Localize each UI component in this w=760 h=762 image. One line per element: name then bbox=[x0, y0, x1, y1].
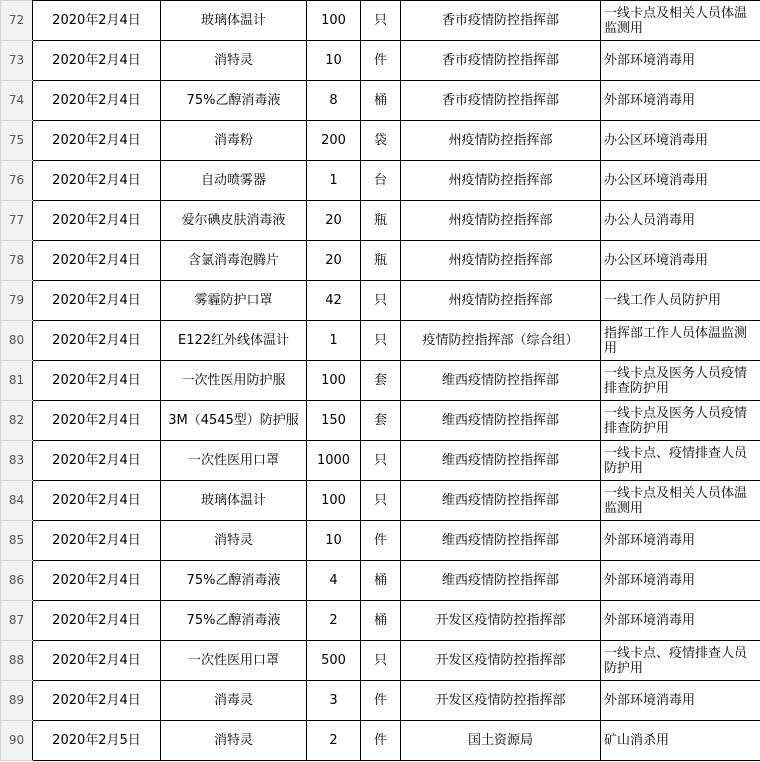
cell-quantity[interactable]: 1000 bbox=[307, 441, 361, 481]
row-number[interactable]: 78 bbox=[1, 241, 33, 281]
cell-usage[interactable]: 外部环境消毒用 bbox=[601, 681, 760, 721]
cell-recipient[interactable]: 州疫情防控指挥部 bbox=[401, 161, 601, 201]
cell-item[interactable]: 爱尔碘皮肤消毒液 bbox=[161, 201, 307, 241]
cell-quantity[interactable]: 10 bbox=[307, 521, 361, 561]
table-row bbox=[1, 81, 760, 121]
cell-date[interactable]: 2020年2月4日 bbox=[33, 641, 161, 681]
table-row bbox=[1, 681, 760, 721]
cell-unit[interactable]: 桶 bbox=[361, 601, 401, 641]
cell-unit[interactable]: 只 bbox=[361, 1, 401, 41]
cell-date[interactable]: 2020年2月4日 bbox=[33, 401, 161, 441]
cell-item[interactable]: 3M（4545型）防护服 bbox=[161, 401, 307, 441]
cell-unit[interactable]: 套 bbox=[361, 401, 401, 441]
row-number[interactable]: 77 bbox=[1, 201, 33, 241]
cell-recipient[interactable]: 州疫情防控指挥部 bbox=[401, 201, 601, 241]
cell-usage[interactable]: 一线卡点及医务人员疫情排查防护用 bbox=[601, 401, 760, 441]
cell-quantity[interactable]: 150 bbox=[307, 401, 361, 441]
row-number[interactable]: 86 bbox=[1, 561, 33, 601]
row-number[interactable]: 75 bbox=[1, 121, 33, 161]
cell-date[interactable]: 2020年2月4日 bbox=[33, 481, 161, 521]
table-row bbox=[1, 161, 760, 201]
cell-item[interactable]: 75%乙醇消毒液 bbox=[161, 81, 307, 121]
cell-usage[interactable]: 办公人员消毒用 bbox=[601, 201, 760, 241]
cell-unit[interactable]: 件 bbox=[361, 681, 401, 721]
cell-recipient[interactable]: 开发区疫情防控指挥部 bbox=[401, 681, 601, 721]
cell-quantity[interactable]: 4 bbox=[307, 561, 361, 601]
table-row bbox=[1, 361, 760, 401]
cell-recipient[interactable]: 维西疫情防控指挥部 bbox=[401, 441, 601, 481]
cell-date[interactable]: 2020年2月4日 bbox=[33, 561, 161, 601]
cell-unit[interactable]: 袋 bbox=[361, 121, 401, 161]
table-row bbox=[1, 401, 760, 441]
cell-recipient[interactable]: 维西疫情防控指挥部 bbox=[401, 521, 601, 561]
table-row bbox=[1, 121, 760, 161]
table-row bbox=[1, 521, 760, 561]
cell-item[interactable]: 一次性医用口罩 bbox=[161, 641, 307, 681]
table-body bbox=[1, 1, 760, 761]
table-row bbox=[1, 201, 760, 241]
cell-date[interactable]: 2020年2月4日 bbox=[33, 1, 161, 41]
cell-recipient[interactable]: 国土资源局 bbox=[401, 721, 601, 761]
cell-usage[interactable]: 一线卡点及相关人员体温监测用 bbox=[601, 1, 760, 41]
cell-unit[interactable]: 桶 bbox=[361, 81, 401, 121]
cell-usage[interactable]: 外部环境消毒用 bbox=[601, 521, 760, 561]
row-number[interactable]: 82 bbox=[1, 401, 33, 441]
row-number[interactable]: 80 bbox=[1, 321, 33, 361]
cell-unit[interactable]: 件 bbox=[361, 521, 401, 561]
row-number[interactable]: 72 bbox=[1, 1, 33, 41]
cell-recipient[interactable]: 州疫情防控指挥部 bbox=[401, 281, 601, 321]
cell-quantity[interactable]: 100 bbox=[307, 1, 361, 41]
cell-unit[interactable]: 桶 bbox=[361, 561, 401, 601]
cell-item[interactable]: 消特灵 bbox=[161, 521, 307, 561]
cell-recipient[interactable]: 香市疫情防控指挥部 bbox=[401, 41, 601, 81]
table-row bbox=[1, 481, 760, 521]
cell-recipient[interactable]: 维西疫情防控指挥部 bbox=[401, 361, 601, 401]
cell-usage[interactable]: 矿山消杀用 bbox=[601, 721, 760, 761]
table-row bbox=[1, 641, 760, 681]
cell-usage[interactable]: 外部环境消毒用 bbox=[601, 81, 760, 121]
cell-date[interactable]: 2020年2月4日 bbox=[33, 361, 161, 401]
cell-date[interactable]: 2020年2月4日 bbox=[33, 241, 161, 281]
cell-quantity[interactable]: 100 bbox=[307, 481, 361, 521]
cell-unit[interactable]: 瓶 bbox=[361, 241, 401, 281]
cell-usage[interactable]: 一线工作人员防护用 bbox=[601, 281, 760, 321]
cell-usage[interactable]: 办公区环境消毒用 bbox=[601, 241, 760, 281]
cell-quantity[interactable]: 3 bbox=[307, 681, 361, 721]
cell-item[interactable]: 消特灵 bbox=[161, 721, 307, 761]
cell-quantity[interactable]: 20 bbox=[307, 241, 361, 281]
table-row bbox=[1, 1, 760, 41]
cell-date[interactable]: 2020年2月4日 bbox=[33, 521, 161, 561]
cell-quantity[interactable]: 2 bbox=[307, 721, 361, 761]
row-number[interactable]: 83 bbox=[1, 441, 33, 481]
cell-quantity[interactable]: 2 bbox=[307, 601, 361, 641]
cell-usage[interactable]: 外部环境消毒用 bbox=[601, 561, 760, 601]
cell-quantity[interactable]: 20 bbox=[307, 201, 361, 241]
cell-unit[interactable]: 件 bbox=[361, 41, 401, 81]
cell-unit[interactable]: 只 bbox=[361, 481, 401, 521]
row-number[interactable]: 88 bbox=[1, 641, 33, 681]
cell-date[interactable]: 2020年2月4日 bbox=[33, 601, 161, 641]
cell-usage[interactable]: 办公区环境消毒用 bbox=[601, 161, 760, 201]
table-row bbox=[1, 601, 760, 641]
table-row bbox=[1, 561, 760, 601]
cell-item[interactable]: 消毒灵 bbox=[161, 681, 307, 721]
row-number[interactable]: 87 bbox=[1, 601, 33, 641]
table-row bbox=[1, 41, 760, 81]
cell-date[interactable]: 2020年2月4日 bbox=[33, 681, 161, 721]
cell-item[interactable]: 75%乙醇消毒液 bbox=[161, 601, 307, 641]
cell-recipient[interactable]: 开发区疫情防控指挥部 bbox=[401, 601, 601, 641]
cell-date[interactable]: 2020年2月4日 bbox=[33, 81, 161, 121]
cell-usage[interactable]: 办公区环境消毒用 bbox=[601, 121, 760, 161]
cell-recipient[interactable]: 维西疫情防控指挥部 bbox=[401, 401, 601, 441]
cell-recipient[interactable]: 开发区疫情防控指挥部 bbox=[401, 641, 601, 681]
cell-quantity[interactable]: 100 bbox=[307, 361, 361, 401]
cell-date[interactable]: 2020年2月4日 bbox=[33, 41, 161, 81]
row-number[interactable]: 73 bbox=[1, 41, 33, 81]
cell-unit[interactable]: 只 bbox=[361, 441, 401, 481]
cell-item[interactable]: 玻璃体温计 bbox=[161, 1, 307, 41]
cell-unit[interactable]: 只 bbox=[361, 281, 401, 321]
cell-item[interactable]: 一次性医用口罩 bbox=[161, 441, 307, 481]
cell-quantity[interactable]: 1 bbox=[307, 161, 361, 201]
cell-quantity[interactable]: 8 bbox=[307, 81, 361, 121]
cell-usage[interactable]: 一线卡点及医务人员疫情排查防护用 bbox=[601, 361, 760, 401]
cell-date[interactable]: 2020年2月4日 bbox=[33, 121, 161, 161]
cell-item[interactable]: 消特灵 bbox=[161, 41, 307, 81]
cell-quantity[interactable]: 10 bbox=[307, 41, 361, 81]
cell-item[interactable]: 雾霾防护口罩 bbox=[161, 281, 307, 321]
table-row bbox=[1, 441, 760, 481]
cell-unit[interactable]: 套 bbox=[361, 361, 401, 401]
cell-item[interactable]: 消毒粉 bbox=[161, 121, 307, 161]
cell-usage[interactable]: 指挥部工作人员体温监测用 bbox=[601, 321, 760, 361]
row-number[interactable]: 76 bbox=[1, 161, 33, 201]
cell-date[interactable]: 2020年2月5日 bbox=[33, 721, 161, 761]
cell-item[interactable]: 自动喷雾器 bbox=[161, 161, 307, 201]
cell-usage[interactable]: 外部环境消毒用 bbox=[601, 601, 760, 641]
cell-date[interactable]: 2020年2月4日 bbox=[33, 161, 161, 201]
cell-item[interactable]: 75%乙醇消毒液 bbox=[161, 561, 307, 601]
cell-quantity[interactable]: 42 bbox=[307, 281, 361, 321]
cell-date[interactable]: 2020年2月4日 bbox=[33, 201, 161, 241]
row-number[interactable]: 85 bbox=[1, 521, 33, 561]
table-row bbox=[1, 281, 760, 321]
cell-usage[interactable]: 一线卡点、疫情排查人员防护用 bbox=[601, 641, 760, 681]
cell-unit[interactable]: 瓶 bbox=[361, 201, 401, 241]
cell-usage[interactable]: 一线卡点、疫情排查人员防护用 bbox=[601, 441, 760, 481]
cell-item[interactable]: 含氯消毒泡腾片 bbox=[161, 241, 307, 281]
cell-quantity[interactable]: 1 bbox=[307, 321, 361, 361]
table-row bbox=[1, 321, 760, 361]
row-number[interactable]: 84 bbox=[1, 481, 33, 521]
cell-quantity[interactable]: 500 bbox=[307, 641, 361, 681]
table-row bbox=[1, 721, 760, 761]
table-row bbox=[1, 241, 760, 281]
cell-unit[interactable]: 台 bbox=[361, 161, 401, 201]
cell-usage[interactable]: 外部环境消毒用 bbox=[601, 41, 760, 81]
cell-unit[interactable]: 件 bbox=[361, 721, 401, 761]
cell-item[interactable]: 玻璃体温计 bbox=[161, 481, 307, 521]
row-number[interactable]: 74 bbox=[1, 81, 33, 121]
cell-recipient[interactable]: 疫情防控指挥部（综合组） bbox=[401, 321, 601, 361]
cell-date[interactable]: 2020年2月4日 bbox=[33, 321, 161, 361]
cell-unit[interactable]: 只 bbox=[361, 641, 401, 681]
cell-usage[interactable]: 一线卡点及相关人员体温监测用 bbox=[601, 481, 760, 521]
cell-item[interactable]: 一次性医用防护服 bbox=[161, 361, 307, 401]
row-number[interactable]: 79 bbox=[1, 281, 33, 321]
row-number[interactable]: 90 bbox=[1, 721, 33, 761]
cell-unit[interactable]: 只 bbox=[361, 321, 401, 361]
row-number[interactable]: 81 bbox=[1, 361, 33, 401]
cell-item[interactable]: E122红外线体温计 bbox=[161, 321, 307, 361]
cell-quantity[interactable]: 200 bbox=[307, 121, 361, 161]
cell-recipient[interactable]: 香市疫情防控指挥部 bbox=[401, 81, 601, 121]
cell-recipient[interactable]: 香市疫情防控指挥部 bbox=[401, 1, 601, 41]
cell-recipient[interactable]: 州疫情防控指挥部 bbox=[401, 241, 601, 281]
cell-recipient[interactable]: 州疫情防控指挥部 bbox=[401, 121, 601, 161]
cell-date[interactable]: 2020年2月4日 bbox=[33, 441, 161, 481]
cell-recipient[interactable]: 维西疫情防控指挥部 bbox=[401, 481, 601, 521]
cell-date[interactable]: 2020年2月4日 bbox=[33, 281, 161, 321]
row-number[interactable]: 89 bbox=[1, 681, 33, 721]
cell-recipient[interactable]: 维西疫情防控指挥部 bbox=[401, 561, 601, 601]
